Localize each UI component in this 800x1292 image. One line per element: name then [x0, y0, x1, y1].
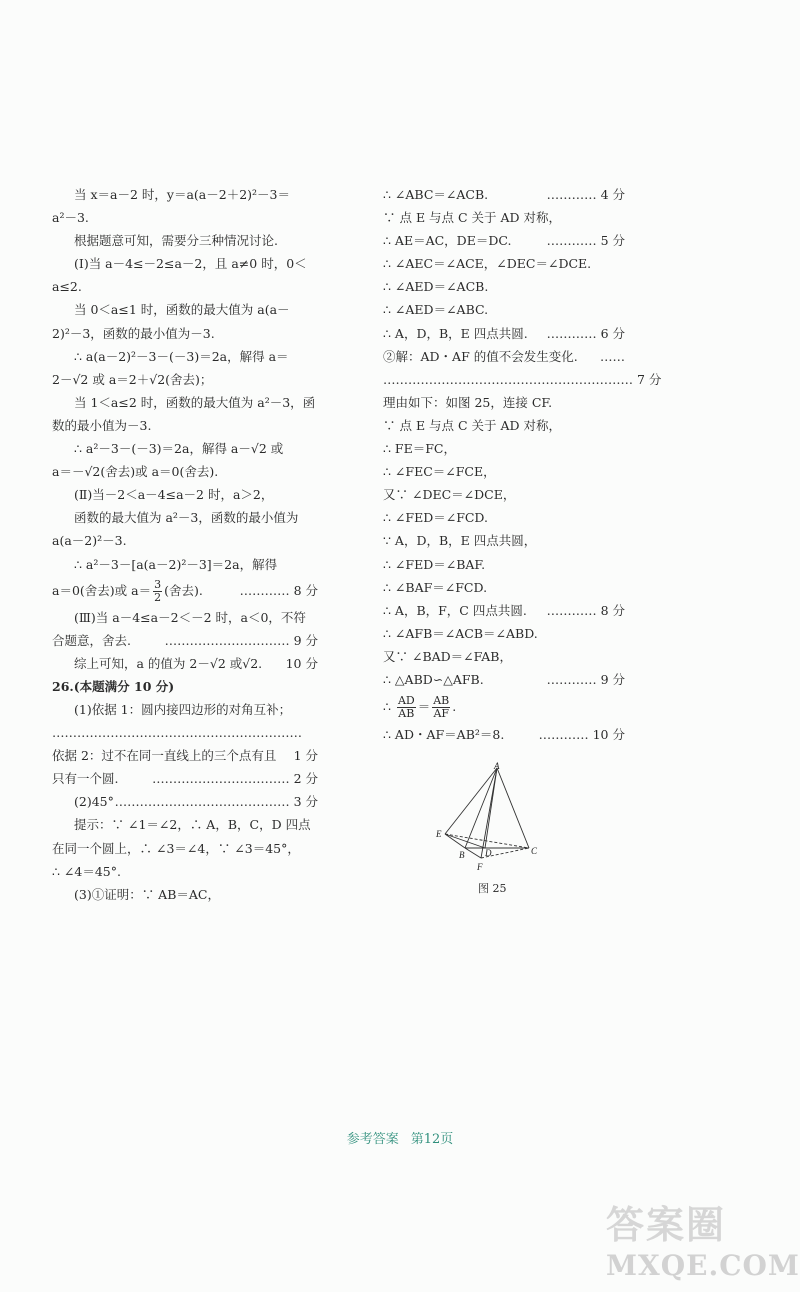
- text-line: ∴ ∠4＝45°.: [52, 863, 121, 879]
- text-fragment: ∴ AE＝AC，DE＝DC.: [383, 233, 512, 249]
- score-value: 5 分: [600, 233, 625, 249]
- text-line: 2－√2 或 a＝2＋√2(舍去)；: [52, 371, 213, 387]
- text-line: 在同一个圆上，∴ ∠3＝∠4，∵ ∠3＝45°，: [52, 840, 300, 856]
- text-line: (1)依据 1：圆内接四边形的对角互补；: [74, 701, 292, 717]
- fraction-numerator: AB: [433, 694, 450, 708]
- score-value: 1 分: [293, 748, 318, 764]
- score-label: [547, 599, 625, 622]
- text-line: [383, 391, 625, 414]
- score-label: [547, 183, 625, 206]
- text-line: a≤2.: [52, 279, 82, 295]
- score-value: 7 分: [636, 371, 662, 387]
- text-fragment: 又∵ ∠DEC＝∠DCE，: [383, 487, 516, 503]
- fraction-denominator: AF: [433, 707, 450, 721]
- text-line: [383, 368, 662, 391]
- text-line: [383, 345, 625, 368]
- text-line: [383, 437, 625, 460]
- fraction-line: [52, 576, 318, 606]
- fraction-denominator: 2: [154, 590, 162, 604]
- text-fragment: ∴ △ABD∽△AFB.: [383, 671, 484, 687]
- text-line: (Ⅲ)当 a－4≤a－2＜－2 时，a＜0，不符: [74, 609, 306, 625]
- text-line: [383, 275, 625, 298]
- score-value: 8 分: [600, 602, 625, 618]
- label-d: D: [485, 848, 492, 858]
- leader-dots: ……………………………………………………: [383, 371, 633, 387]
- text-fragment: ∴ ∠AED＝∠ABC.: [383, 302, 489, 318]
- text-fragment: ∴ ∠BAF＝∠FCD.: [383, 579, 488, 595]
- score-label: [547, 322, 625, 345]
- text-fragment: ∵ A，D，B，E 四点共圆，: [383, 533, 537, 549]
- fraction-numerator: 3: [154, 577, 162, 591]
- score-label: [240, 576, 318, 606]
- watermark-top-text: 答案圈: [606, 1202, 727, 1247]
- fraction-line: [383, 691, 625, 723]
- text-line: [383, 252, 625, 275]
- text-fragment: 综上可知，a 的值为 2－√2 或√2.: [74, 655, 263, 671]
- score-label: [547, 229, 625, 252]
- score-value: 2 分: [293, 771, 318, 787]
- fraction-3-2: [153, 579, 162, 604]
- text-line: [383, 529, 625, 552]
- text-line: ∴ a²－3－(－3)＝2a，解得 a－√2 或: [74, 441, 284, 457]
- left-column: [52, 183, 318, 906]
- text-line: 当 x＝a－2 时，y＝a(a－2＋2)²－3＝: [74, 187, 290, 202]
- score-value: 10 分: [592, 727, 625, 743]
- watermark-logo: [606, 1194, 800, 1284]
- leader-dots: …………: [546, 325, 597, 341]
- fraction-numerator: AD: [397, 694, 415, 708]
- text-line: 根据题意可知，需要分三种情况讨论.: [74, 233, 278, 249]
- score-value: 10 分: [285, 655, 318, 671]
- segment-ed: [445, 834, 485, 848]
- text-fragment: a＝0(舍去)或 a＝: [52, 582, 152, 598]
- text-line: 当 1＜a≤2 时，函数的最大值为 a²－3，函: [74, 394, 316, 410]
- geometry-figure-25: [435, 762, 545, 882]
- text-line: ∴ a²－3－[a(a－2)²－3]＝2a，解得: [74, 556, 278, 572]
- text-fragment: 又∵ ∠BAD＝∠FAB，: [383, 648, 512, 664]
- label-f: F: [477, 862, 483, 872]
- segment-ae: [445, 768, 497, 834]
- text-line: [52, 790, 318, 813]
- label-a: A: [494, 761, 500, 771]
- text-line: [383, 668, 625, 691]
- segment-af: [481, 768, 497, 858]
- text-line: [383, 414, 625, 437]
- text-line: 2)²－3，函数的最小值为－3.: [52, 325, 215, 341]
- leader-dots: …………: [546, 233, 597, 249]
- text-line: [383, 723, 625, 746]
- text-line: 当 0＜a≤1 时，函数的最大值为 a(a－: [74, 302, 290, 318]
- footer-page-number: 第12页: [410, 1132, 454, 1147]
- leader-dots: ……: [600, 348, 625, 364]
- score-value: 8 分: [293, 582, 318, 598]
- text-line: [383, 460, 625, 483]
- text-line: [383, 576, 625, 599]
- leader-dots: …………: [546, 187, 597, 202]
- text-fragment: ∴ ∠FED＝∠BAF.: [383, 556, 486, 572]
- segment-bf: [465, 848, 481, 858]
- footer-title: 参考答案: [346, 1132, 399, 1147]
- text-line: (Ⅱ)当－2＜a－4≤a－2 时，a＞2，: [74, 487, 274, 503]
- text-fragment: 合题意，舍去.: [52, 632, 131, 648]
- text-fragment: ∴ A，B，F，C 四点共圆.: [383, 602, 527, 618]
- segment-ac: [497, 768, 529, 848]
- text-line: (3)①证明：∵ AB＝AC，: [74, 886, 220, 902]
- text-fragment: ∵ 点 E 与点 C 关于 AD 对称，: [383, 210, 562, 226]
- problem-26-title: 26.(本题满分 10 分): [52, 678, 175, 694]
- leader-dots: ……………………………………………………: [52, 725, 302, 741]
- leader-dots: …………: [546, 602, 597, 618]
- fraction-ab-af: [432, 695, 450, 720]
- text-fragment: ∴ ∠AEC＝∠ACE，∠DEC＝∠DCE.: [383, 256, 592, 272]
- text-line: 依据 2：过不在同一直线上的三个点有且: [52, 748, 277, 764]
- text-line: 数的最小值为－3.: [52, 417, 152, 433]
- text-fragment: 只有一个圆.: [52, 771, 119, 787]
- score-label: [600, 345, 625, 368]
- text-fragment: ∵ 点 E 与点 C 关于 AD 对称，: [383, 417, 562, 433]
- text-line: [383, 206, 625, 229]
- text-line: [383, 645, 625, 668]
- leader-dots: ……………………………………: [114, 794, 290, 810]
- leader-dots: …………: [239, 582, 290, 598]
- text-line: [383, 553, 625, 576]
- score-label: [152, 767, 318, 790]
- figure-caption: 图 25: [478, 882, 507, 895]
- text-line: [52, 652, 318, 675]
- score-label: [547, 668, 625, 691]
- score-value: 6 分: [600, 325, 625, 341]
- text-fragment: ∴ ∠FEC＝∠FCE，: [383, 464, 496, 480]
- text-fragment: ∴ ∠FED＝∠FCD.: [383, 510, 488, 526]
- score-value: 4 分: [600, 187, 625, 202]
- text-fragment: ∴ FE＝FC，: [383, 441, 456, 457]
- text-fragment: ∴ A，D，B，E 四点共圆.: [383, 325, 528, 341]
- text-line: [52, 629, 318, 652]
- label-c: C: [531, 846, 538, 856]
- text-line: [383, 599, 625, 622]
- text-line: 函数的最大值为 a²－3，函数的最小值为: [74, 510, 299, 526]
- text-line: a(a－2)²－3.: [52, 533, 127, 549]
- score-value: 9 分: [293, 632, 318, 648]
- text-fragment: 理由如下：如图 25，连接 CF.: [383, 394, 553, 410]
- score-value: 9 分: [600, 671, 625, 687]
- text-fragment: ∴ AD・AF＝AB²＝8.: [383, 727, 505, 743]
- text-fragment: (2)45°: [74, 794, 114, 810]
- text-fragment: .: [452, 699, 457, 715]
- page-footer: [0, 1128, 800, 1147]
- segment-ab: [465, 768, 497, 848]
- fraction-ad-ab: [397, 695, 416, 720]
- text-fragment: ∴ ∠AED＝∠ACB.: [383, 279, 489, 295]
- text-line: [383, 506, 625, 529]
- text-line: [383, 298, 625, 321]
- score-label: [383, 368, 662, 391]
- fraction-denominator: AB: [398, 707, 415, 721]
- text-fragment: ∴ ∠AFB＝∠ACB＝∠ABD.: [383, 625, 538, 641]
- text-line: 提示：∵ ∠1＝∠2，∴ A，B，C，D 四点: [74, 817, 311, 833]
- watermark-bottom-text: MXQE.COM: [606, 1249, 800, 1282]
- score-label: [539, 723, 625, 746]
- score-value: 3 分: [293, 794, 318, 810]
- text-fragment: ②解：AD・AF 的值不会发生变化.: [383, 348, 578, 364]
- text-line: [383, 622, 625, 645]
- score-label: [115, 790, 318, 813]
- right-column: [383, 183, 662, 746]
- text-line: [383, 483, 625, 506]
- text-fragment: ＝: [417, 699, 431, 715]
- text-line: [383, 183, 625, 206]
- leader-dots: ……………………………: [152, 771, 290, 787]
- label-b: B: [459, 850, 465, 860]
- text-line: a²－3.: [52, 210, 89, 226]
- score-label: [165, 629, 318, 652]
- label-e: E: [436, 829, 442, 839]
- leader-dots: …………………………: [164, 632, 290, 648]
- leader-dots: …………: [546, 671, 597, 687]
- text-line: (Ⅰ)当 a－4≤－2≤a－2，且 a≠0 时，0＜: [74, 256, 307, 272]
- text-line: [52, 767, 318, 790]
- text-fragment: (舍去).: [164, 582, 203, 598]
- text-line: [383, 229, 625, 252]
- text-line: ∴ a(a－2)²－3－(－3)＝2a，解得 a＝: [74, 348, 289, 364]
- text-line: [383, 322, 625, 345]
- text-fragment: ∴: [383, 699, 395, 715]
- text-fragment: ∴ ∠ABC＝∠ACB.: [383, 187, 489, 202]
- text-line: a＝－√2(舍去)或 a＝0(舍去).: [52, 464, 219, 480]
- leader-dots: …………: [538, 727, 589, 743]
